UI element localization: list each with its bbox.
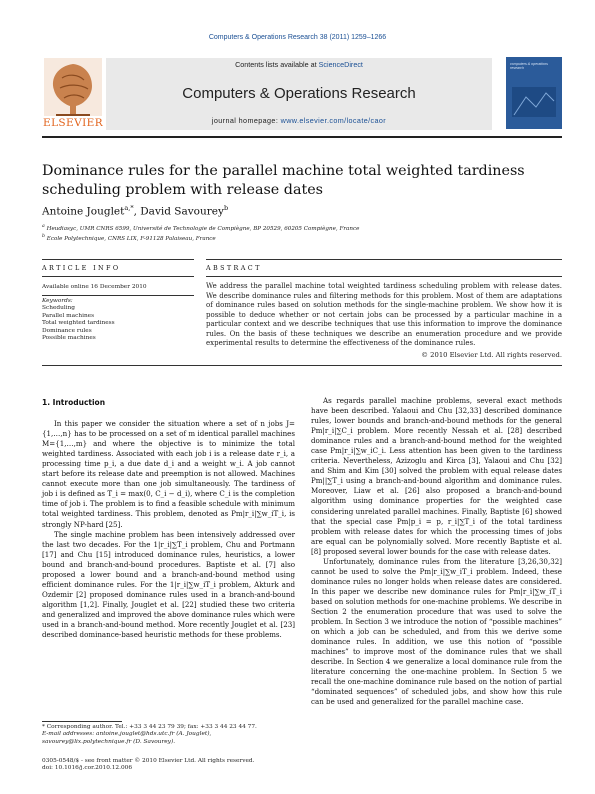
publisher-name: ELSEVIER [43, 117, 103, 129]
author-affil-mark[interactable]: a,* [124, 204, 134, 212]
sciencedirect-link[interactable]: ScienceDirect [318, 60, 363, 69]
abstract-rule [206, 259, 562, 260]
affiliation-mark: b [42, 234, 45, 239]
abstract-bottom-rule [42, 365, 562, 366]
paper-title: Dominance rules for the parallel machine total weighted tardiness scheduling problem with release dates [42, 163, 525, 198]
journal-homepage-line [106, 116, 492, 125]
abstract-subrule [206, 276, 562, 277]
journal-title: Computers & Operations Research [182, 85, 416, 102]
author-list [42, 204, 228, 218]
front-matter-block [42, 758, 342, 773]
right-column [311, 396, 562, 707]
keywords-divider [42, 295, 194, 296]
affiliation-text: Ecole Polytechnique, CNRS LIX, F-91128 Palaiseau, France [46, 235, 216, 242]
keyword: Parallel machines [42, 312, 95, 319]
footnote-rule [42, 721, 122, 722]
paragraph: As regards parallel machine problems, several exact methods have been described. Yalaoui and Chu [32,33] described dominance rules, lower bounds and branch-and-bound methods for the general Pm|r_i|∑C_i problem. More recently Nessah et al. [28] described dominance rules and a branch-and-bound method for the weighted case Pm|r_i|∑w_iC_i. Less attention has been given to the tardiness criteria. Nevertheless, Azizoglu and Kirca [3], Yalaoui and Chu [32] and Shim and Kim [30] solved the problem with equal release dates Pm||∑T_i using a branch-and-bound algorithm and dominance rules. Moreover, Liaw et al. [26] also proposed a branch-and-bound algorithm using dominance properties for the weighted case considering unrelated parallel machines. Finally, Baptiste [6] showed that the special case Pm|p_i = p, r_i|∑T_i of the total tardiness problem with release dates for which the processing times of jobs are equal can be polynomially solved. More recently Baptiste et al. [8] proposed several lower bounds for the case with release dates. [311, 396, 562, 556]
author-affil-mark[interactable]: b [223, 204, 229, 212]
homepage-link[interactable]: www.elsevier.com/locate/caor [280, 116, 387, 125]
homepage-prefix: journal homepage: [211, 116, 281, 125]
email-addresses[interactable]: E-mail addresses: antoine.jouglet@hds.utc.fr (A. Jouglet), savourey@lix.polytechnique.fr (D. Savourey). [42, 731, 212, 745]
abstract-heading: ABSTRACT [206, 264, 262, 272]
author-separator: , [133, 205, 141, 218]
available-online: Available online 16 December 2010 [42, 284, 147, 290]
left-column [42, 398, 295, 640]
keyword: Dominance rules [42, 327, 92, 334]
section-heading: 1. Introduction [42, 398, 106, 407]
affiliation-mark: a [42, 224, 45, 229]
abstract-text: We address the parallel machine total weighted tardiness scheduling problem with release dates. We describe dominance rules and filtering methods for this problem. Most of them are adaptations of dominance rules based on solution methods for the single-machine problem. We show how it is possible to deduce whether or not certain jobs can be processed by a particular machine in a particular context and we describe techniques that use this information to improve the dominance rules. On the basis of these techniques we describe an enumeration procedure and we provide experimental results to determine the effectiveness of the dominance rules. [206, 282, 562, 347]
article-info-subrule [42, 276, 194, 277]
cover-title: computers & operations research [510, 62, 548, 71]
article-info-rule [42, 259, 194, 260]
issn-line: 0305-0548/$ - see front matter © 2010 Elsevier Ltd. All rights reserved. [42, 758, 255, 764]
author-name[interactable]: Antoine Jouglet [42, 205, 125, 218]
paragraph: Unfortunately, dominance rules from the literature [3,26,30,32] cannot be used to solve the Pm|r_i|∑w_iT_i problem. Indeed, these dominance rules no longer holds when release dates are considered. In this paper we describe new dominance rules for Pm|r_i|∑w_iT_i based on solution methods for one-machine problems. We describe in Section 2 the enumeration procedure that was used to solve the problem. In Section 3 we introduce the notion of “possible machines” on which a job can be scheduled, and from this we derive some dominance rules. In addition, we use this notion of “possible machines” to improve most of the dominance rules that we shall describe. In Section 4 we generalize a local dominance rule from the literature concerning the one-machine problem. In Section 5 we recall the one-machine dominance rule based on the notion of partial “dominated sequences” of scheduled jobs, and show how this rule can be used and generalized for the parallel machine case. [311, 556, 562, 707]
keywords-block [42, 298, 115, 342]
keyword: Scheduling [42, 305, 75, 312]
affiliation [42, 224, 359, 232]
keywords-label: Keywords: [42, 298, 73, 304]
paragraph: In this paper we consider the situation where a set of n jobs J={1,…,n} has to be processed on a set of m identical parallel machines M={1,…,m} and where the objective is to minimize the total weighted tardiness. Associated with each job i is a release date r_i, a processing time p_i, a due date d_i and a weight w_i. A job cannot start before its release date and preemption is not allowed. Machines cannot execute more than one job simultaneously. The tardiness of job i is defined as T_i = max(0, C_i − d_i), where C_i is the completion time of job i. The problem is to find a feasible schedule with minimum total weighted tardiness. This problem, denoted as Pm|r_i|∑w_iT_i, is strongly NP-hard [25]. [42, 419, 295, 529]
header-divider [42, 136, 562, 138]
article-info-heading: ARTICLE INFO [42, 264, 121, 272]
copyright: © 2010 Elsevier Ltd. All rights reserved. [421, 351, 562, 359]
journal-reference[interactable]: Computers & Operations Research 38 (2011) 1259–1266 [208, 34, 387, 41]
keyword: Possible machines [42, 335, 96, 342]
keyword: Total weighted tardiness [42, 320, 115, 327]
contents-available-line [106, 60, 492, 69]
contents-prefix: Contents lists available at [235, 60, 319, 69]
affiliation [42, 234, 216, 242]
author-name[interactable]: David Savourey [140, 205, 224, 218]
corresponding-author-note: * Corresponding author. Tel.: +33 3 44 23 79 39; fax: +33 3 44 23 44 77. [42, 724, 257, 730]
footnote-block [42, 724, 295, 746]
doi-line[interactable]: doi: 10.1016/j.cor.2010.12.006 [42, 765, 133, 772]
paragraph: The single machine problem has been intensively addressed over the last two decades. For the 1|r_i|∑T_i problem, Chu and Portmann [17] and Chu [15] introduced dominance rules, heuristics, a lower bound and branch-and-bound procedures. Baptiste et al. [7] also proposed a lower bound and a branch-and-bound method using efficient dominance rules. For the 1|r_i|∑w_iT_i problem, Akturk and Ozdemir [2] proposed dominance rules used in a branch-and-bound algorithm [1,2]. Finally, Jouglet et al. [22] studied these two criteria and generalized and improved the above dominance rules which were used in a branch-and-bound method. More recently Jouglet et al. [23] described dominance-based heuristic methods for these problems. [42, 529, 295, 640]
affiliation-text: Heudiasyc, UMR CNRS 6599, Université de Technologie de Compiègne, BP 20529, 60205 Compiègne, France [46, 225, 360, 232]
